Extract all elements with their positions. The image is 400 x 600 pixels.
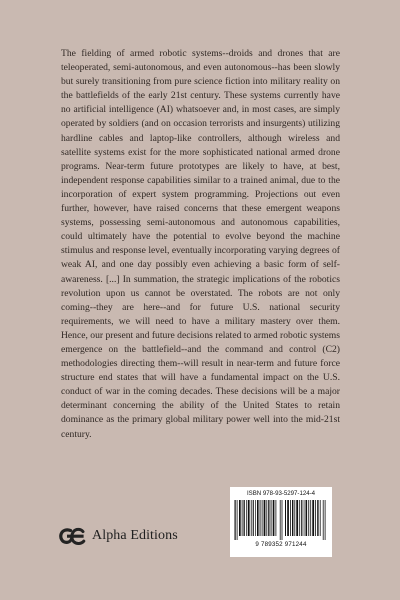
isbn-barcode bbox=[234, 500, 328, 540]
publisher-name: Alpha Editions bbox=[92, 528, 178, 543]
isbn-label: ISBN 978-93-5297-124-4 bbox=[246, 490, 316, 497]
alpha-editions-logo-icon bbox=[59, 523, 86, 549]
back-cover-blurb: The fielding of armed robotic systems--droids and drones that are teleoperated, semi-autonomous, and even autonomous--has been slowly but surely transitioning from pure science fiction into military reality on the battlefields of the early 21st century. These systems currently have no artificial intelligence (AI) whatsoever and, in most cases, are simply operated by soldiers (and on occasion terrorists and insurgents) utilizing hardline cables and laptop-like controllers, although wireless and satellite systems exist for the more sophisticated national armed drone programs. Near-term future prototypes are likely to have, at best, independent response capabilities similar to a trained animal, due to the incorporation of expert system programming. Projections out even further, however, have raised concerns that these emergent weapons systems, possessing semi-autonomous and autonomous capabilities, could ultimately have the potential to evolve beyond the machine stimulus and response level, eventually incorporating varying degrees of weak AI, and one day possibly even achieving a basic form of self-awareness. [...] In summation, the strategic implications of the robotics revolution upon us cannot be overstated. The robots are not only coming--they are here--and for future U.S. national security requirements, we will need to have a military mastery over them. Hence, our present and future decisions related to armed robotic systems emergence on the battlefield--and the command and control (C2) methodologies directing them--will result in near-term and future force structure end states that will have a fundamental impact on the U.S. conduct of war in the coming decades. These decisions will be a major determinant concerning the ability of the United States to retain dominance as the primary global military power well into the mid-21st century. bbox=[61, 48, 340, 440]
barcode-panel bbox=[230, 487, 332, 557]
barcode-number: 9 789352 971244 bbox=[255, 541, 307, 548]
publisher-logo bbox=[59, 523, 178, 549]
